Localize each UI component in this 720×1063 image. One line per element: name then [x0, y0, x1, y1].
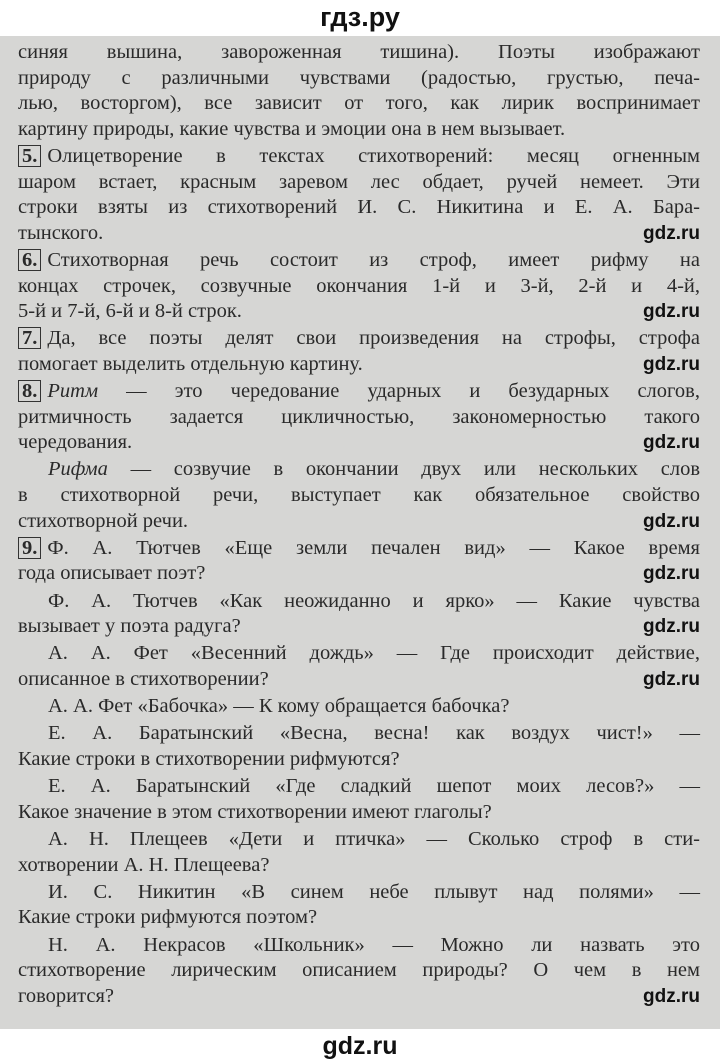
text-line — [18, 827, 700, 853]
site-header — [0, 0, 720, 36]
line-text: ритмичность задается цикличностью, закономерностью такого — [18, 405, 700, 428]
paragraph — [18, 641, 700, 692]
line-text: стихотворение лирическим описанием природы? О чем в нем — [18, 959, 700, 982]
line-text: говорится? — [18, 984, 114, 1007]
paragraph — [18, 933, 700, 1010]
text-line — [18, 694, 700, 720]
text-line — [18, 352, 700, 378]
text-line — [18, 170, 700, 196]
watermark: gdz.ru — [643, 222, 700, 244]
answer-number-box: 7. — [18, 327, 41, 349]
text-line — [18, 641, 700, 667]
text-line — [18, 509, 700, 535]
paragraph — [18, 457, 700, 534]
header-site-name: гдз.ру — [320, 2, 400, 32]
line-text: Какие строки в стихотворении рифмуются? — [18, 747, 400, 770]
text-line — [18, 667, 700, 693]
line-text: вызывает у поэта радуга? — [18, 615, 241, 638]
line-text: строки взяты из стихотворений И. С. Никитина и Е. А. Бара- — [18, 196, 700, 219]
line-text: синяя вышина, завороженная тишина). Поэты изображают — [18, 41, 700, 63]
text-line — [18, 589, 700, 615]
text-line — [18, 721, 700, 747]
page-text — [18, 40, 700, 1011]
text-line — [18, 483, 700, 509]
answer-5 — [18, 144, 700, 246]
text-line — [18, 66, 700, 92]
line-text: года описывает поэт? — [18, 562, 206, 585]
answer-number-box: 8. — [18, 380, 41, 402]
line-text: хотворении А. Н. Плещеева? — [18, 853, 270, 876]
line-text: стихотворной речи. — [18, 509, 189, 532]
line-text: Ф. А. Тютчев «Еще земли печален вид» — Какое время — [47, 536, 700, 559]
line-text: тынского. — [18, 221, 104, 244]
answer-9 — [18, 536, 700, 587]
watermark: gdz.ru — [643, 301, 700, 323]
line-text: Ф. А. Тютчев «Как неожиданно и ярко» — Какие чувства — [48, 589, 700, 612]
text-line — [18, 880, 700, 906]
text-line — [18, 536, 700, 562]
answer-number-box: 9. — [18, 537, 41, 559]
line-text: Н. А. Некрасов «Школьник» — Можно ли назвать это — [48, 933, 700, 956]
watermark: gdz.ru — [643, 985, 700, 1007]
paragraph — [18, 694, 700, 720]
line-text: И. С. Никитин «В синем небе плывут над полями» — — [48, 880, 700, 903]
line-text: описанное в стихотворении? — [18, 668, 269, 690]
footer-site-name: gdz.ru — [322, 1032, 398, 1060]
line-text: лью, восторгом), все зависит от того, как лирик воспринимает — [18, 92, 700, 115]
term: Ритм — [47, 380, 99, 403]
answer-7 — [18, 326, 700, 377]
text-line — [18, 430, 700, 456]
text-line — [18, 853, 700, 879]
line-text: Какое значение в этом стихотворении имеют глаголы? — [18, 800, 492, 823]
text-line — [18, 984, 700, 1010]
text-line — [18, 195, 700, 221]
line-text: А. А. Фет «Весенний дождь» — Где происходит действие, — [48, 642, 700, 665]
line-text: помогает выделить отдельную картину. — [18, 352, 363, 375]
paragraph — [18, 40, 700, 142]
site-footer — [0, 1029, 720, 1063]
watermark: gdz.ru — [643, 563, 700, 585]
text-line — [18, 933, 700, 959]
text-line — [18, 614, 700, 640]
paragraph — [18, 589, 700, 640]
line-text: Е. А. Баратынский «Весна, весна! как воздух чист!» — — [48, 722, 700, 745]
line-text: в стихотворной речи, выступает как обязательное свойство — [18, 484, 700, 507]
line-text: концах строчек, созвучные окончания 1-й и 3-й, 2-й и 4-й, — [18, 274, 700, 297]
text-line — [18, 405, 700, 431]
text-line — [18, 958, 700, 984]
text-line — [18, 561, 700, 587]
paragraph — [18, 880, 700, 931]
text-line — [18, 299, 700, 325]
text-line — [18, 774, 700, 800]
paragraph — [18, 774, 700, 825]
line-text: Какие строки рифмуются поэтом? — [18, 906, 318, 929]
text-line — [18, 248, 700, 274]
line-text: 5-й и 7-й, 6-й и 8-й строк. — [18, 300, 242, 323]
answer-number-box: 5. — [18, 145, 41, 167]
text-line — [18, 905, 700, 931]
text-line — [18, 457, 700, 483]
text-line — [18, 144, 700, 170]
answer-6 — [18, 248, 700, 325]
line-text: природу с различными чувствами (радостью, грустью, печа- — [18, 66, 700, 89]
paragraph — [18, 721, 700, 772]
text-line — [18, 221, 700, 247]
term: Рифма — [48, 458, 108, 481]
line-text: Е. А. Баратынский «Где сладкий шепот моих лесов?» — — [48, 775, 700, 798]
line-text: — созвучие в окончании двух или нескольких слов — [107, 458, 700, 481]
text-line — [18, 379, 700, 405]
line-text: картину природы, какие чувства и эмоции она в нем вызывает. — [18, 117, 566, 140]
paragraph — [18, 827, 700, 878]
watermark: gdz.ru — [643, 669, 700, 690]
line-text: — это чередование ударных и безударных слогов, — [98, 380, 700, 403]
answer-number-box: 6. — [18, 249, 41, 271]
text-line — [18, 274, 700, 300]
line-text: А. Н. Плещеев «Дети и птичка» — Сколько строф в сти- — [48, 827, 700, 850]
watermark: gdz.ru — [643, 432, 700, 454]
text-line — [18, 91, 700, 117]
line-text: А. А. Фет «Бабочка» — К кому обращается бабочка? — [48, 695, 510, 718]
text-line — [18, 117, 700, 143]
text-line — [18, 747, 700, 773]
line-text: Да, все поэты делят свои произведения на строфы, строфа — [47, 327, 700, 350]
answer-8 — [18, 379, 700, 456]
line-text: чередования. — [18, 431, 133, 454]
line-text: шаром встает, красным заревом лес обдает, ручей немеет. Эти — [18, 170, 700, 193]
line-text: Олицетворение в текстах стихотворений: месяц огненным — [47, 144, 700, 167]
watermark: gdz.ru — [643, 353, 700, 375]
scanned-page — [0, 36, 720, 1029]
text-line — [18, 40, 700, 66]
text-line — [18, 326, 700, 352]
watermark: gdz.ru — [643, 616, 700, 638]
text-line — [18, 800, 700, 826]
line-text: Стихотворная речь состоит из строф, имеет рифму на — [47, 248, 700, 271]
watermark: gdz.ru — [643, 510, 700, 532]
